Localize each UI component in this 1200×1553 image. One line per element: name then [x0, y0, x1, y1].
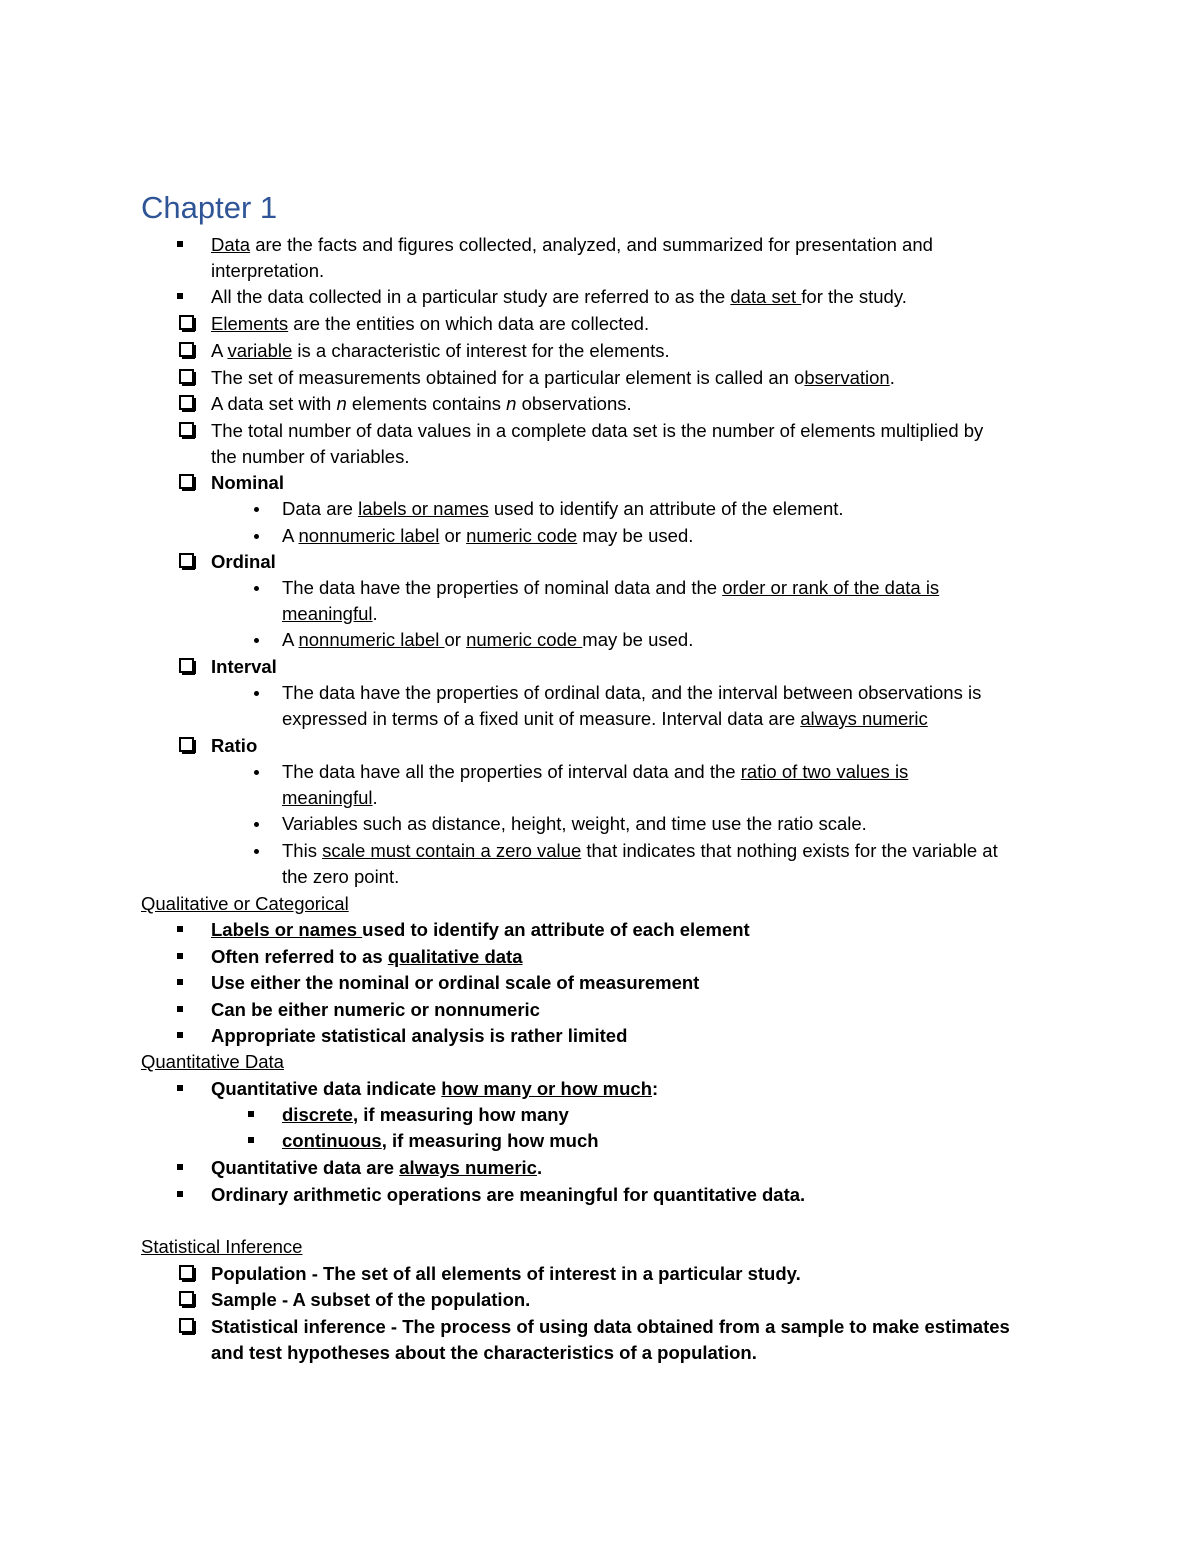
term: scale must contain a zero value: [322, 840, 582, 861]
checkbox-icon: [179, 342, 194, 357]
text: used to identify an attribute of the element.: [488, 498, 844, 519]
term: numeric code: [466, 525, 578, 546]
text: A: [282, 629, 299, 650]
text: expressed in terms of a fixed unit of measure. Interval data are: [282, 708, 801, 729]
checkbox-icon: [179, 474, 194, 489]
dot-bullet-icon: [254, 770, 259, 775]
text: Quantitative data are: [211, 1157, 400, 1178]
qualitative-bullet-1: [211, 917, 750, 943]
ratio-bullet-1-cont: [282, 785, 378, 811]
text: for the study.: [801, 286, 907, 307]
ordinal-bullet-2: [282, 627, 693, 653]
term: how many or how much: [441, 1078, 652, 1099]
text: The set of measurements obtained for a particular element is called an o: [211, 367, 805, 388]
text: , if measuring how many: [352, 1104, 569, 1125]
term: meaningful: [282, 787, 373, 808]
text: A data set with: [211, 393, 337, 414]
term-data: Data: [211, 234, 251, 255]
text: The data have the properties of nominal data and the: [282, 577, 723, 598]
intro-line-7: The total number of data values in a complete data set is the number of elements multiplied by: [211, 420, 984, 441]
ratio-bullet-2: Variables such as distance, height, weight, and time use the ratio scale.: [282, 813, 867, 834]
checkbox-icon: [179, 737, 194, 752]
term: continuous: [282, 1130, 382, 1151]
text: Data are: [282, 498, 359, 519]
ratio-heading: Ratio: [211, 735, 258, 756]
term: numeric code: [466, 629, 583, 650]
term-elements: Elements: [211, 313, 289, 334]
inference-bullet-2: Sample - A subset of the population.: [211, 1289, 531, 1310]
intro-line-5: [211, 365, 895, 391]
text: may be used.: [577, 525, 694, 546]
checkbox-icon: [179, 1265, 194, 1280]
term: nonnumeric label: [298, 525, 440, 546]
inference-bullet-3: Statistical inference - The process of using data obtained from a sample to make estimates: [211, 1316, 1010, 1337]
text: or: [439, 525, 467, 546]
text: A: [282, 525, 299, 546]
term: discrete: [282, 1104, 353, 1125]
text: observations.: [516, 393, 632, 414]
inference-bullet-1: Population - The set of all elements of interest in a particular study.: [211, 1263, 801, 1284]
text: Often referred to as: [211, 946, 388, 967]
text: are the entities on which data are collected.: [288, 313, 650, 334]
intro-line-1: [211, 232, 933, 258]
square-bullet-icon: [177, 1164, 183, 1170]
square-bullet-icon: [177, 1085, 183, 1091]
quantitative-bullet-1: [211, 1076, 658, 1102]
ordinal-bullet-1-cont: [282, 601, 378, 627]
dot-bullet-icon: [254, 534, 259, 539]
square-bullet-icon: [177, 1032, 183, 1038]
italic-n: n: [506, 393, 517, 414]
dot-bullet-icon: [254, 691, 259, 696]
text: A: [211, 340, 228, 361]
term: qualitative data: [387, 946, 523, 967]
chapter-title: Chapter 1: [141, 190, 278, 225]
ratio-bullet-3-cont: the zero point.: [282, 866, 400, 887]
checkbox-icon: [179, 1318, 194, 1333]
interval-bullet-1-cont: [282, 706, 928, 732]
intro-line-7-cont: the number of variables.: [211, 446, 410, 467]
square-bullet-icon: [177, 979, 183, 985]
square-bullet-icon: [177, 926, 183, 932]
text: that indicates that nothing exists for the variable at: [581, 840, 998, 861]
term: always numeric: [800, 708, 928, 729]
term: order or rank of the data is: [722, 577, 940, 598]
interval-heading: Interval: [211, 656, 277, 677]
square-bullet-icon: [248, 1137, 254, 1143]
checkbox-icon: [179, 553, 194, 568]
qualitative-bullet-2: [211, 944, 523, 970]
intro-line-4: [211, 338, 670, 364]
checkbox-icon: [179, 369, 194, 384]
text: Quantitative data indicate: [211, 1078, 442, 1099]
square-bullet-icon: [177, 1191, 183, 1197]
text: .: [536, 1157, 543, 1178]
text: :: [652, 1078, 659, 1099]
text: elements contains: [346, 393, 507, 414]
quantitative-sub-1: [282, 1102, 569, 1128]
quantitative-bullet-3: Ordinary arithmetic operations are meaningful for quantitative data.: [211, 1184, 806, 1205]
term: meaningful: [282, 603, 373, 624]
term-observation: bservation: [804, 367, 890, 388]
intro-line-3: [211, 311, 649, 337]
text: are the facts and figures collected, analyzed, and summarized for presentation and: [250, 234, 933, 255]
text: The data have all the properties of interval data and the: [282, 761, 741, 782]
dot-bullet-icon: [254, 586, 259, 591]
checkbox-icon: [179, 315, 194, 330]
qualitative-heading: Qualitative or Categorical: [141, 893, 349, 914]
ratio-bullet-3: [282, 838, 998, 864]
checkbox-icon: [179, 1291, 194, 1306]
ratio-bullet-1: [282, 759, 908, 785]
text: .: [372, 787, 378, 808]
square-bullet-icon: [177, 241, 183, 247]
term-data-set: data set: [730, 286, 802, 307]
checkbox-icon: [179, 422, 194, 437]
square-bullet-icon: [177, 953, 183, 959]
text: .: [372, 603, 378, 624]
term: nonnumeric label: [298, 629, 445, 650]
intro-line-2: [211, 284, 907, 310]
qualitative-bullet-5: Appropriate statistical analysis is rather limited: [211, 1025, 628, 1046]
interval-bullet-1: The data have the properties of ordinal data, and the interval between observations is: [282, 682, 982, 703]
checkbox-icon: [179, 658, 194, 673]
inference-heading: Statistical Inference: [141, 1236, 303, 1257]
quantitative-sub-2: [282, 1128, 599, 1154]
text: used to identify an attribute of each element: [362, 919, 750, 940]
text: is a characteristic of interest for the elements.: [292, 340, 670, 361]
quantitative-bullet-2: [211, 1155, 542, 1181]
nominal-bullet-1: [282, 496, 844, 522]
qualitative-bullet-4: Can be either numeric or nonnumeric: [211, 999, 540, 1020]
text: may be used.: [582, 629, 694, 650]
term-variable: variable: [227, 340, 293, 361]
text: .: [889, 367, 895, 388]
ordinal-bullet-1: [282, 575, 939, 601]
italic-n: n: [336, 393, 347, 414]
nominal-bullet-2: [282, 523, 693, 549]
dot-bullet-icon: [254, 507, 259, 512]
text: , if measuring how much: [381, 1130, 599, 1151]
quantitative-heading: Quantitative Data: [141, 1051, 284, 1072]
inference-bullet-3-cont: and test hypotheses about the characteristics of a population.: [211, 1342, 757, 1363]
intro-line-6: [211, 391, 632, 417]
term: Labels or names: [211, 919, 363, 940]
dot-bullet-icon: [254, 849, 259, 854]
square-bullet-icon: [248, 1111, 254, 1117]
intro-line-1-cont: interpretation.: [211, 260, 325, 281]
qualitative-bullet-3: Use either the nominal or ordinal scale of measurement: [211, 972, 700, 993]
checkbox-icon: [179, 395, 194, 410]
term: labels or names: [358, 498, 489, 519]
term: ratio of two values is: [740, 761, 909, 782]
text: This: [282, 840, 323, 861]
square-bullet-icon: [177, 293, 183, 299]
square-bullet-icon: [177, 1006, 183, 1012]
dot-bullet-icon: [254, 822, 259, 827]
ordinal-heading: Ordinal: [211, 551, 276, 572]
term: always numeric: [399, 1157, 537, 1178]
text: All the data collected in a particular study are referred to as the: [211, 286, 731, 307]
text: or: [444, 629, 467, 650]
nominal-heading: Nominal: [211, 472, 284, 493]
dot-bullet-icon: [254, 638, 259, 643]
